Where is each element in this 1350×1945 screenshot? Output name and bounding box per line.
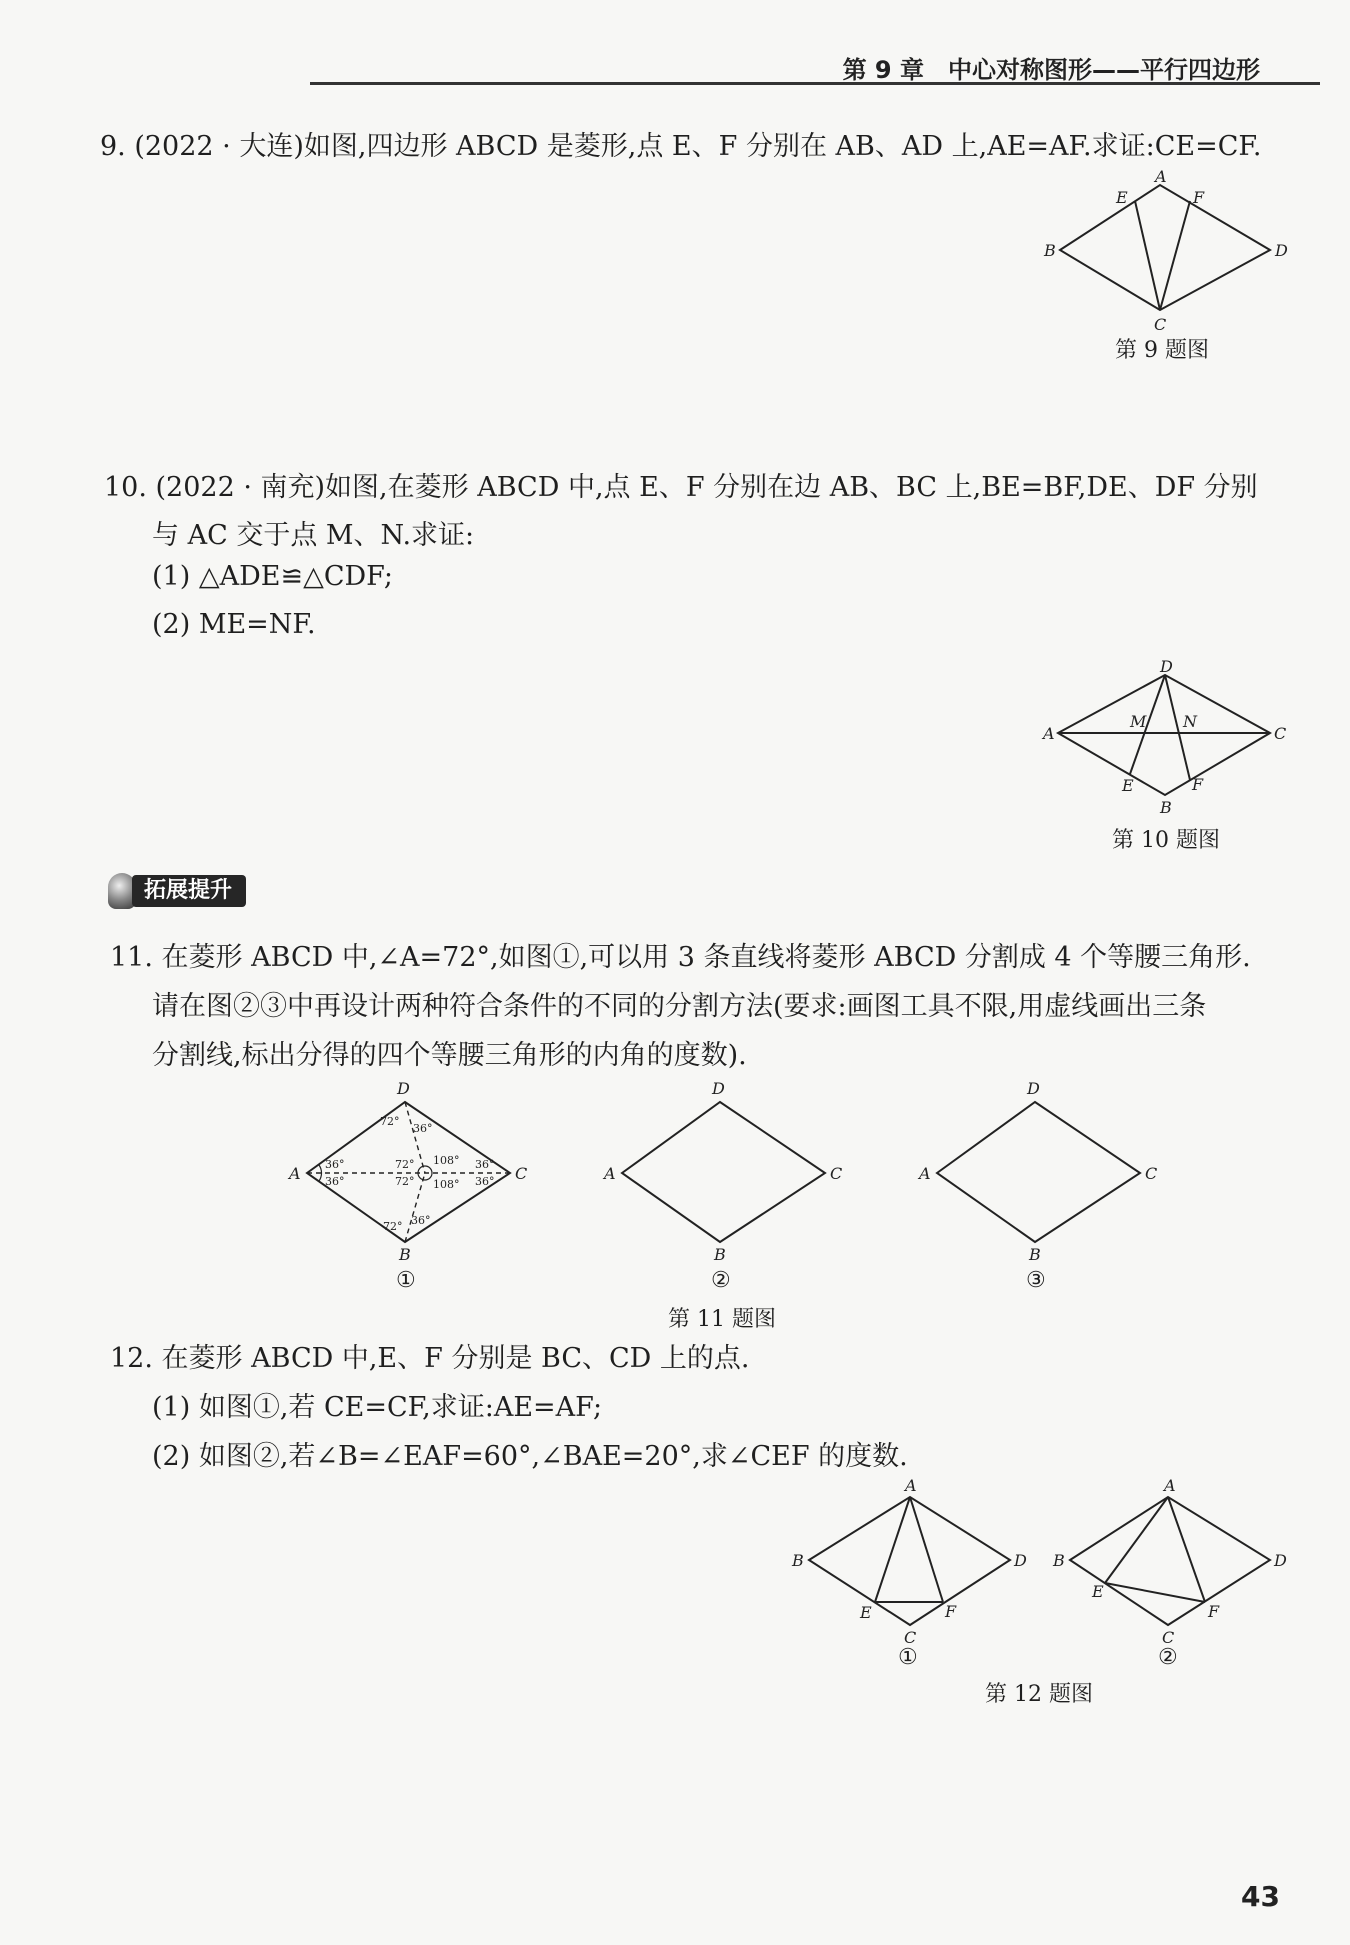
q11-fig1-angle-36-a-up: 36° bbox=[325, 1158, 345, 1171]
q11-fig1-angle-108-down: 108° bbox=[433, 1178, 460, 1191]
q11-fig1-angle-72-bottom: 72° bbox=[383, 1220, 403, 1233]
q11-text-line3: 分割线,标出分得的四个等腰三角形的内角的度数). bbox=[152, 1040, 747, 1071]
q12-fig1-segment-ae bbox=[875, 1497, 910, 1602]
q12-fig1-rhombus bbox=[809, 1497, 1010, 1625]
page-number: 43 bbox=[1241, 1880, 1280, 1913]
q11-fig1-angle-36-c-up: 36° bbox=[475, 1158, 495, 1171]
q9-caption: 第 9 题图 bbox=[1115, 338, 1209, 363]
q11-fig3-number: ③ bbox=[1026, 1268, 1046, 1293]
q10-label-a: A bbox=[1043, 724, 1055, 743]
q11-text-line2: 请在图②③中再设计两种符合条件的不同的分割方法(要求:画图工具不限,用虚线画出三条 bbox=[152, 991, 1207, 1022]
q9-label-a: A bbox=[1155, 167, 1167, 186]
q11-fig2-label-b: B bbox=[714, 1245, 726, 1264]
q9-label-b: B bbox=[1044, 241, 1056, 260]
q11-figure-1 bbox=[285, 1079, 535, 1264]
q11-fig1-label-b: B bbox=[399, 1245, 411, 1264]
q12-fig2-number: ② bbox=[1158, 1645, 1178, 1670]
q10-part1: (1) △ADE≌△CDF; bbox=[152, 561, 394, 592]
q12-fig1-label-c: C bbox=[904, 1628, 917, 1647]
q10-label-e: E bbox=[1122, 776, 1134, 795]
header-rule bbox=[310, 82, 1320, 85]
q11-fig2-rhombus bbox=[622, 1102, 825, 1242]
q10-text-line2: 与 AC 交于点 M、N.求证: bbox=[152, 520, 475, 551]
q11-fig1-angle-108-up: 108° bbox=[433, 1154, 460, 1167]
q11-fig3-label-b: B bbox=[1029, 1245, 1041, 1264]
q12-part2: (2) 如图②,若∠B=∠EAF=60°,∠BAE=20°,求∠CEF 的度数. bbox=[152, 1441, 908, 1472]
q11-text-line1: 11. 在菱形 ABCD 中,∠A=72°,如图①,可以用 3 条直线将菱形 ABCD 分割成 4 个等腰三角形. bbox=[110, 942, 1251, 973]
q11-figure-2 bbox=[600, 1079, 850, 1264]
q11-fig1-angle-36-top: 36° bbox=[413, 1122, 433, 1135]
q12-caption: 第 12 题图 bbox=[985, 1682, 1093, 1707]
q12-fig2-label-c: C bbox=[1162, 1628, 1175, 1647]
q11-fig2-label-d: D bbox=[712, 1079, 725, 1098]
q11-fig3-label-d: D bbox=[1027, 1079, 1040, 1098]
q10-label-n: N bbox=[1183, 712, 1197, 731]
q12-fig1-segment-af bbox=[910, 1497, 943, 1602]
q12-fig2-label-b: B bbox=[1053, 1551, 1065, 1570]
q11-caption: 第 11 题图 bbox=[668, 1307, 776, 1332]
q12-fig1-number: ① bbox=[898, 1645, 918, 1670]
section-label: 拓展提升 bbox=[132, 875, 246, 907]
q12-text-line1: 12. 在菱形 ABCD 中,E、F 分别是 BC、CD 上的点. bbox=[110, 1343, 750, 1374]
q12-fig2-rhombus bbox=[1070, 1497, 1270, 1625]
q11-fig2-label-c: C bbox=[830, 1164, 843, 1183]
q11-fig1-label-c: C bbox=[515, 1164, 528, 1183]
q11-fig3-label-a: A bbox=[919, 1164, 931, 1183]
q11-fig3-label-c: C bbox=[1145, 1164, 1158, 1183]
q9-label-e: E bbox=[1116, 188, 1128, 207]
q11-fig1-label-a: A bbox=[289, 1164, 301, 1183]
q10-label-c: C bbox=[1274, 724, 1287, 743]
q9-label-c: C bbox=[1154, 315, 1167, 334]
q12-fig2-label-d: D bbox=[1274, 1551, 1287, 1570]
q11-fig1-angle-72-top: 72° bbox=[380, 1115, 400, 1128]
q12-figure-2 bbox=[1040, 1475, 1300, 1655]
q9-segment-ce bbox=[1135, 201, 1160, 310]
q10-label-m: M bbox=[1130, 712, 1147, 731]
q9-segment-cf bbox=[1160, 201, 1190, 310]
q9-label-f: F bbox=[1193, 188, 1205, 207]
q10-label-d: D bbox=[1160, 657, 1173, 676]
q10-part2: (2) ME=NF. bbox=[152, 609, 316, 640]
q10-text-line1: 10. (2022 · 南充)如图,在菱形 ABCD 中,点 E、F 分别在边 AB、BC 上,BE=BF,DE、DF 分别 bbox=[104, 472, 1258, 503]
q11-fig1-rhombus bbox=[307, 1102, 510, 1242]
q11-fig1-number: ① bbox=[396, 1268, 416, 1293]
q10-label-b: B bbox=[1160, 798, 1172, 817]
q9-text: 9. (2022 · 大连)如图,四边形 ABCD 是菱形,点 E、F 分别在 AB、AD 上,AE=AF.求证:CE=CF. bbox=[100, 131, 1262, 162]
q10-rhombus bbox=[1058, 675, 1270, 795]
q11-fig1-angle-36-bottom: 36° bbox=[411, 1214, 431, 1227]
q12-fig1-label-d: D bbox=[1014, 1551, 1027, 1570]
q10-figure bbox=[1040, 657, 1300, 825]
q12-fig1-label-f: F bbox=[945, 1602, 957, 1621]
q11-fig2-label-a: A bbox=[604, 1164, 616, 1183]
q11-fig3-rhombus bbox=[937, 1102, 1140, 1242]
q12-part1: (1) 如图①,若 CE=CF,求证:AE=AF; bbox=[152, 1392, 603, 1423]
q11-figure-3 bbox=[915, 1079, 1165, 1264]
q11-fig1-angle-36-c-down: 36° bbox=[475, 1175, 495, 1188]
q12-fig1-label-e: E bbox=[860, 1603, 872, 1622]
q11-fig1-label-d: D bbox=[397, 1079, 410, 1098]
q12-fig1-label-b: B bbox=[792, 1551, 804, 1570]
q9-figure bbox=[1030, 167, 1300, 335]
q12-fig2-label-a: A bbox=[1164, 1476, 1176, 1495]
q12-figure-1 bbox=[785, 1475, 1035, 1655]
q11-fig1-angle-36-a-down: 36° bbox=[325, 1175, 345, 1188]
q12-fig2-segment-af bbox=[1168, 1497, 1205, 1602]
chapter-header: 第 9 章 中心对称图形——平行四边形 bbox=[842, 56, 1260, 84]
q11-fig2-number: ② bbox=[711, 1268, 731, 1293]
section-tag bbox=[108, 873, 246, 909]
q12-fig2-label-e: E bbox=[1092, 1582, 1104, 1601]
q10-caption: 第 10 题图 bbox=[1112, 828, 1220, 853]
q9-label-d: D bbox=[1275, 241, 1288, 260]
q11-fig1-angle-72-mid-up: 72° bbox=[395, 1158, 415, 1171]
q12-fig2-label-f: F bbox=[1208, 1602, 1220, 1621]
q11-fig1-angle-72-mid-down: 72° bbox=[395, 1175, 415, 1188]
q12-fig2-segment-ae bbox=[1105, 1497, 1168, 1583]
q12-fig1-label-a: A bbox=[905, 1476, 917, 1495]
q10-label-f: F bbox=[1192, 775, 1204, 794]
